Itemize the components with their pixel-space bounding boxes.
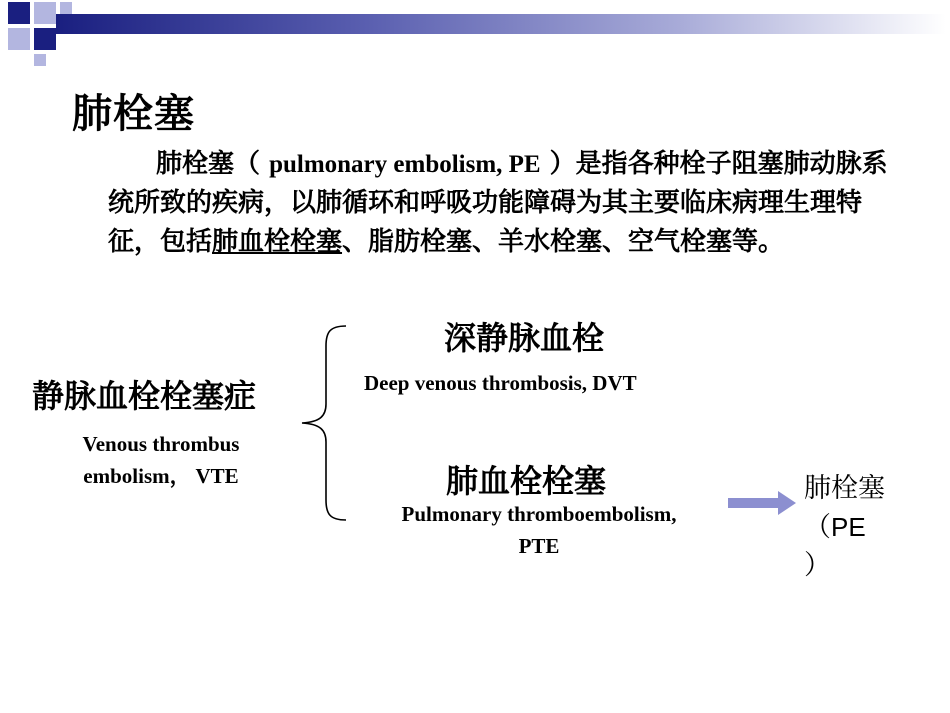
curly-brace [296, 322, 352, 524]
definition-middle: ）是指各种栓子阻塞肺动脉系统所致的疾病，以肺循环和呼吸功能障碍为其主要临床病理生理特征，包括 [108, 149, 888, 257]
vte-english-label [48, 428, 274, 492]
dvt-chinese-label: 深静脉血栓 [444, 319, 605, 357]
vte-english-line2: embolism， VTE [83, 464, 239, 488]
pe-open-paren: （ [804, 512, 831, 543]
right-arrow-icon [728, 490, 798, 516]
definition-suffix: 、脂肪栓塞、羊水栓塞、空气栓塞等。 [342, 227, 785, 257]
definition-underlined-term: 肺血栓栓塞 [212, 227, 343, 257]
slide-title: 肺栓塞 [72, 91, 195, 137]
pte-english-line2: PTE [518, 534, 560, 558]
pte-english-line1: Pulmonary thromboembolism, [401, 502, 677, 526]
pte-english-label [358, 498, 720, 562]
pe-abbreviation: PE [831, 512, 866, 542]
pe-label [804, 470, 914, 585]
header-gradient-bar [56, 14, 946, 34]
definition-prefix: 肺栓塞（ [156, 149, 270, 179]
pe-chinese: 肺栓塞 [804, 473, 885, 504]
pte-chinese-label: 肺血栓栓塞 [446, 462, 607, 500]
vte-english-line1: Venous thrombus [82, 432, 240, 456]
vte-chinese-label: 静脉血栓栓塞症 [32, 377, 257, 415]
dvt-english-label: Deep venous thrombosis, DVT [364, 371, 637, 395]
definition-english: pulmonary embolism, PE [269, 151, 541, 178]
pe-close-paren: ） [804, 550, 831, 581]
definition-paragraph [108, 145, 898, 262]
